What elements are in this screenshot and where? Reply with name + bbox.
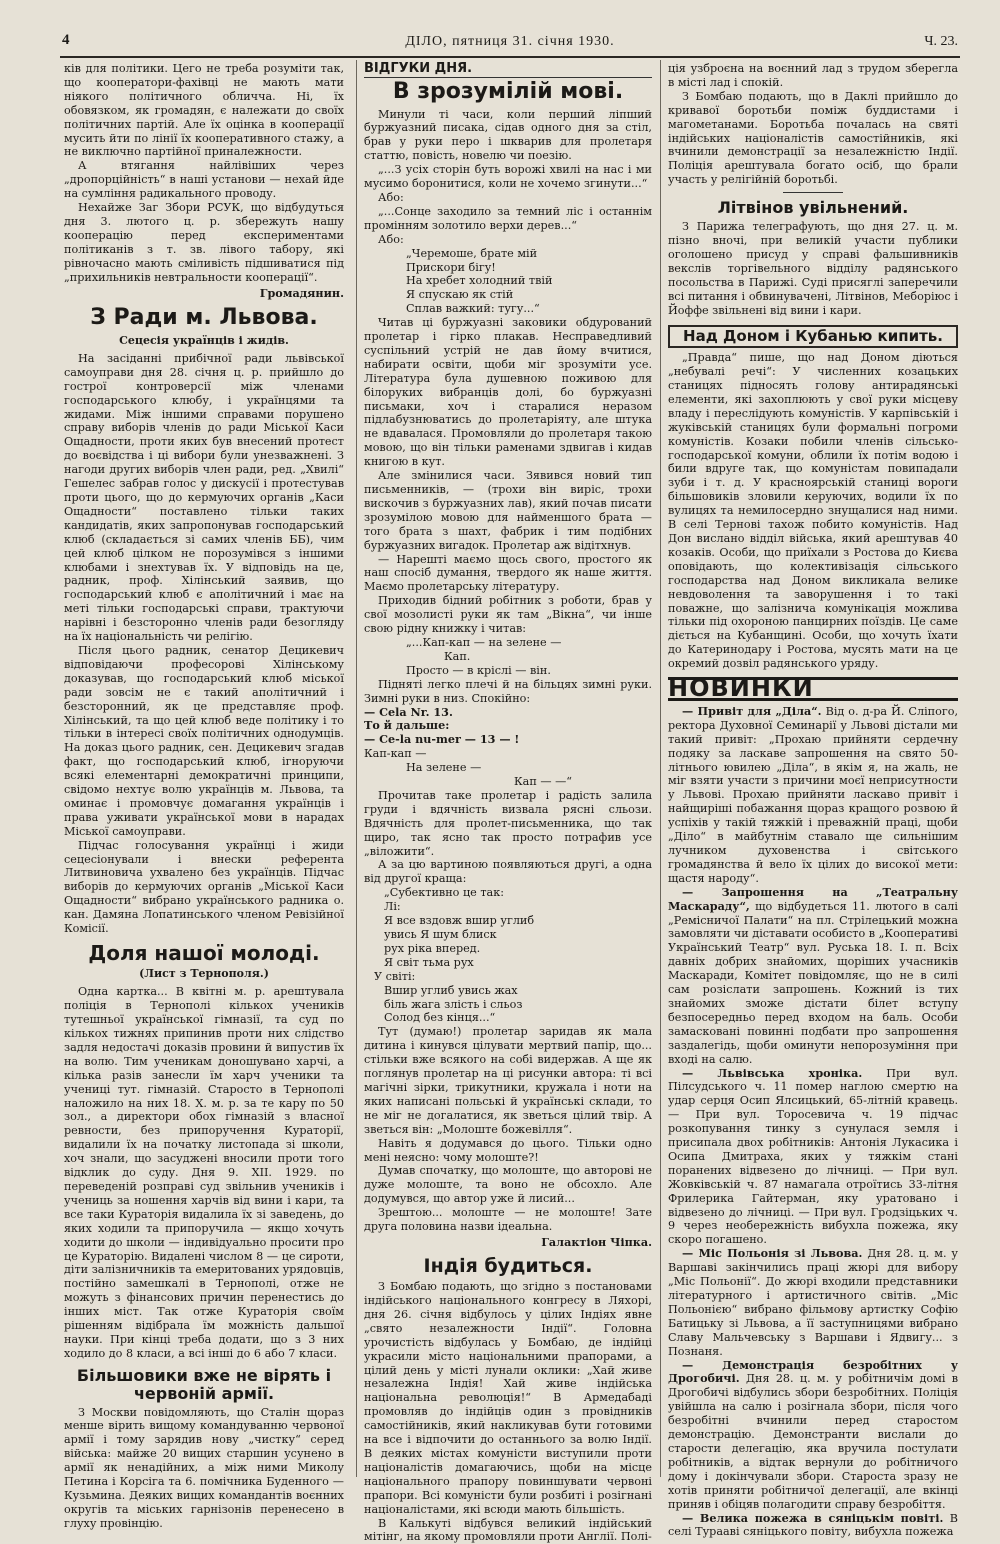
news-lead: — Демонстрація безробітних у Дрогобичі. (668, 1357, 958, 1386)
verse-line: увись Я шум блиск (384, 928, 497, 941)
article-paragraph: „...Сонце заходило за темний ліс і останнім промінням золотило верхи дерев...“ (364, 204, 652, 232)
verse-line: Кап. (444, 649, 471, 663)
news-lead: — Львівська хроніка. (682, 1065, 863, 1080)
article-paragraph: Або: (378, 190, 404, 204)
verse-line: Лі: (384, 900, 401, 914)
headline-youth-fate: Доля нашої молоді. (88, 941, 320, 965)
headline-don-kuban: Над Доном і Кубанью кипить. (668, 325, 958, 348)
news-text: Дня 28. ц. м. у Варшаві закінчились праці жюрі для вибору „Міс Польонії“. До жюрі входили представники літературного і артистичного світів. „Міс Польонією“ вибрано фільмову артистку Софію Батицьку зі Львова, а її заступницями вибрано Славу Мальчевську з Варшави і Ядвигу... з Познаня. (668, 1247, 959, 1358)
article-paragraph: А втягання найлівіших через „дропорційність“ в наші установи — нехай йде на сумління радикального проводу. (64, 159, 344, 201)
section-kicker: ВІДГУКИ ДНЯ. (364, 62, 652, 78)
headline-lviv-council: З Ради м. Львова. (90, 305, 318, 331)
article-paragraph: Після цього радник, сенатор Децикевич відповідаючи професорові Хілінському доказував, що господарський клюб міської ради зовсім не є такий аполітичний і безсторонний, як це представляє проф. Хілінський, та що цей клюб веде політику і то тільки в інтересі своїх політичних однодумців. На доказ цього радник, сен. Децикевич згадав факт, що господарський клюб, ігноруючи всякі елементарні демократичні принципи, свідомо нехтує волю українців м. Львова, та оминає і промовчує домагання українців і права уживати української мови в нарадах Міської самоуправи. (64, 643, 344, 838)
article-signature: Галактіон Чіпка. (541, 1234, 652, 1249)
article-paragraph: З Парижа телеграфують, що дня 27. ц. м. пізно вночі, при великій участи публики оголошено присуд у справі фальшивників векслів торгівельного відділу радянського посольства в Парижі. Суді присяглі заперечили всі питання і обвинувачені, Літвінов, Меборіюс і Йоффе звільнені від вини і кари. (668, 220, 958, 317)
verse-line: Сплав важкий: тугу...“ (406, 302, 540, 316)
news-lead: — Міс Польонія зі Львова. (682, 1246, 863, 1261)
verse-line: біль жага злість і сльоз (384, 997, 523, 1011)
news-text: Від о. д-ра Й. Сліпого, ректора Духовної Семинарії у Львові дістали ми такий привіт: „Прохаю прийняти сердечну подяку за ласкаве запрошення на свято 50-літнього ювилею „Діла“, в якім я, на жаль, не міг взяти участи з причини моєї неприсутности у Львові. Прохаю прийняти ласкаво привіт і найщиріші побажання щораз кращого розвою й успіхів у такій тяжкій і преважній праці, щоби „Діло“ в майбутнім ставало ще сильнішим лучником духовенства і світського громадянства й вело їх цілих до високої мети: щастя народу“. (668, 704, 958, 885)
verse-line: „...Кап-кап — на зелене — (406, 635, 562, 649)
subheadline: Сецесія українців і жидів. (119, 334, 289, 348)
headline-plain-language: В зрозумілій мові. (392, 78, 624, 104)
verse-line: Кап — —“ (514, 775, 572, 789)
article-paragraph: Прочитав таке пролетар і радість залила груди і вдячність визвала рясні сльози. Вдячність для пролет-письменника, що так щиро, так ясно так просто потрафив усе „віложити“. (364, 788, 652, 858)
article-paragraph: Підчас голосування українці і жиди сецесіонували і внески референта Литвиновича ухвалено без українців. Підчас виборів до кермуючих органів „Міської Каси Ощадности“ вибрано українського радника о. кан. Дамяна Лопатинського членом Ревізійної Комісії. (64, 838, 344, 936)
verse-line: Я спускаю як стій (406, 288, 514, 302)
verse-line: Просто — в кріслі — він. (406, 663, 551, 677)
article-paragraph: ків для політики. Цего не треба розуміти так, що кооператори-фахівці не мають мати ніякого політичного обличча. Ні, їх обовязком, як громадян, є належати до своїх політичних партій. Але їх оцінка в кооперації мусить йти по лінії їх кооперативного стажу, а не виключно партійної приналежности. (64, 62, 344, 159)
verse-line: Прискори бігу! (406, 260, 496, 274)
news-text: Дня 28. ц. м. у робітничім домі в Дрогобичі відбулись збори безробітних. Поліція увійшла на салю і розігнала збори, після чого безробітні вчинили перед старостом демонстрацію. Демонстранти вислали до старости делегацію, яка вручила постулати робітників, а відтак вернули до робітничого дому і докінчували збори. Староста зразу не хотів приняти робітничої делегації, але вкінці приняв і обіцяв полагодити справу безробіття. (668, 1372, 959, 1511)
article-paragraph: „...З усіх сторін буть ворожі хвилі на нас і ми мусимо боронитися, коли не хочемо згинути...“ (364, 163, 652, 191)
verse-line: Вшир углиб увись жах (384, 983, 518, 997)
article-signature: Громадянин. (259, 285, 344, 300)
article-paragraph: А за цю вартиною появляються другі, а одна від другої краща: (364, 858, 652, 886)
article-paragraph: — Нарешті маємо щось свого, простого як наш спосіб думання, твердого як наше життя. Маємо пролетарську літературу. (364, 552, 652, 594)
article-paragraph: Підняті легко плечі й на більцях зимні руки. Зимні руки в низ. Спокійно: (364, 677, 652, 705)
verse-line: Я все вздовж вшир углиб (384, 914, 535, 928)
column-2 (364, 61, 652, 1544)
article-paragraph: Зрештою... молоште — не молоште! Зате друга половина назви ідеальна. (364, 1206, 652, 1234)
article-paragraph: З Бомбаю подають, що згідно з постановами індійського національного конгресу в Ляхорі, дня 26. січня відбулось у цілих Індіях явне „свято незалежности Індії“. Головна урочистість відбулась у Бомбаю, де індійці украсили місто національними прапорами, а цілий день у місті лунали оклики: „Хай живе незалежна Індія! Хай живе індійська національна революція!“ В Армедабаді промовляв до індійців один з провідників самостійників, який накликував бути готовими на все і відпочити до останнього за волю Індії. В деяких містах комуністи виступили проти націоналістів домагаючись, щоби на місце національного прапору повиншувати червоні прапори. Всі комуністи були розбиті і розігнані націоналістами, які всюди мають більшість. (364, 1280, 652, 1516)
article-paragraph: З Москви повідомляють, що Сталін щораз менше вірить вищому командуванню червоної армії і тому зарядив нову „чистку“ серед війська: майже 20 вищих старшин усунено в армії як ненадійних, а між ними Миколу Петина і Корсіга та 6. помічника Буденного — Кузьмина. Деяких вищих командантів воєнних округів та міських гарнізонів перенесено в глуху провінцію. (64, 1405, 344, 1530)
section-header-news: НОВИНКИ (668, 677, 958, 701)
column-3 (668, 62, 959, 1539)
headline-india: Індія будиться. (423, 1254, 593, 1277)
verse-line: „Черемоше, брате мій (406, 246, 538, 260)
verse-line: Кап-кап — (364, 747, 427, 761)
paper-title-date: ДІЛО, пятниця 31. січня 1930. (405, 34, 615, 49)
article-paragraph: Одна картка... В квітні м. р. арештувала поліція в Тернополі кількох учеників тутешньої української гімназії, та суд по кількох тижнях припинив проти них слідство задля недостачі доказів провини й випустив їх на волю. Тим ученикам доношувано харчі, а кілька разів занесли їм харч ученики та учениці тут. гімназій. Старосто в Тернополі наложило на них 18. X. м. р. за те кару по 50 зол., а директори обох гімназій з власної ревности, без припоручення Кураторії, видалили їх на початку листопада зі школи, хоч знали, що засуджені вносили проти того відклик до суду. Дня 9. XII. 1929. по переведеній розправі суд звільнив учеників і учениць за ношення харчів від вини і кари, та все таки Кураторія видалила їх зі заведень, до яких ходили та припоручила — якщо хочуть ходити до школи — індивідуально просити про це Кураторію. Видалені числом 8 — це сироти, діти залізничників та емеритованих урядовців, постійно замешкалі в Тернополі, отже не можуть з фінансових причин перенестись до інших міст. Так отже Кураторія своїм рішенням відібрала їм можність дальшої науки. При кінці треба додати, що з 3 них ходило до 8 класи, а всі інші до 6 або 7 класи. (64, 985, 344, 1360)
article-paragraph: Або: (378, 232, 404, 246)
article-paragraph: В Калькуті відбувся великий індійський мітінг, на якому промовляли проти Англії. Полі- (364, 1516, 652, 1544)
verse-line: Я світ тьма рух (384, 955, 474, 969)
article-paragraph: Приходив бідний робітник з роботи, брав у свої мозолисті руки як там „Вікна“, чи інше свою рідну книжку і читав: (364, 594, 652, 636)
article-paragraph: Минули ті часи, коли перший ліпший буржуазний писака, сідав одного дня за стіл, брав у руки перо і шкварив для пролетаря статтю, повість, новелю чи поезію. (364, 107, 652, 163)
headline-bolsheviks: Більшовики вже не вірять і червоній армії. (76, 1365, 332, 1403)
verse-line: Солод без кінця...“ (384, 1011, 496, 1025)
article-paragraph: Тут (думаю!) пролетар заридав як мала дитина і кинувся цілувати мертвий папір, що... стільки вже всякого на собі видержав. А ще як поглянув пролетар на ці рисунки автора: ті всі магічні зірки, трикутники, кружала і ноти на яких написані польські й українські склади, то не міг не догалатися, як зветься цілий твір. А зветься він: „Молоште божевілля“. (364, 1025, 652, 1136)
news-text: При вул. Пілсудського ч. 11 помер наглою смертю на удар серця Осип Ялсицький, 65-літній кравець. — При вул. Торосевича ч. 19 підчас розкопування тинку з сунулася земля і присипала двох робітників: Антонія Лукасика і Осипа Дмитраха, яких у тяжкім стані поранених відвезено до лічниці. — При вул. Жовківській ч. 87 намагала отроїтись 33-літня Фрилерика Гайтерман, яку уратовано і відвезено до лічниці. — При вул. Гродзіцьких ч. 9 через необережність вибухла пожежа, яку скоро погашено. (668, 1066, 958, 1247)
article-paragraph: Але змінилися часи. Зявився новий тип письменників, — (трохи він виріс, трохи вискочив з буржуазних лав), який почав писати зрозумілою мовою для найменшого брата — того брата з шахт, фабрик і тим подібних буржуазних вигадок. Пролетар аж відітхнув. (364, 469, 652, 552)
verse-line: — Cela Nr. 13. (364, 704, 453, 719)
page-masthead (60, 30, 960, 58)
article-paragraph: Нехайже Заг Збори РСУК, що відбудуться дня 3. лютого ц. р. збережуть нашу кооперацію перед експериментами політиканів з т. зв. лівого табору, які рівночасно мають сміливість підшиватися під „прихильників невтральности кооперації“. (64, 201, 344, 284)
article-paragraph: Думав спочатку, що молоште, що авторові не дуже молоште, та воно не обсохло. Але додумувся, що автор уже й лисий... (364, 1164, 652, 1206)
column-1 (64, 62, 344, 1530)
verse-line: У світі: (374, 969, 416, 983)
article-paragraph: „Правда“ пише, що над Доном діються „небувалі речі“: У численних козацьких станицях підносять голову антирадянські елементи, які захоплюють у свої руки місцеву владу і переслідують комуністів. У карпівській і жуківській станицях були формальні погроми комуністів. Козаки побили членів сільсько-господарської комуни, облили їх потім водою і били вдруге так, що комуністам повипадали зуби і т. д. У красноярській станиці вороги більшовиків зловили керуючих, водили їх по вулицях та немилосердно знущалися над ними. В селі Тернові тахож побито комуністів. Над Дон вислано відділ війська, який арештував 40 козаків. Особи, що приїхали з Ростова до Києва оповідають, що колективізація сільського господарства над Доном викликала велике невдоволення та заворушення і то такі поважне, що залізнича комунікація можлива тільки під охороною панцирних поїздів. Це саме діється на Кубанщині. Особи, що хочуть їхати до Катеринодару і Ростова, мусять мати на це окремий дозвіл радянського уряду. (668, 351, 958, 671)
verse-line: „Субективно це так: (384, 886, 504, 900)
article-paragraph: Читав ці буржуазні заковики обдурований пролетар і гірко плакав. Несправедливий суспільний устрій не дав йому вчитися, набирати освіти, щоби міг зрозуміти усе. Література була душевною поживою для білоруких вибранців долі, бо буржуазні письмаки, хоч і старалися неразом підлабузнюватись до пролетаріяту, але штука не вдавалася. Промовляли до пролетаря такою мовою, що він тільки раменами здвигав і кидав книгою в кут. (364, 316, 652, 469)
article-paragraph: Навіть я додумався до цього. Тільки одно мені неясно: чому молоште?! (364, 1136, 652, 1164)
news-text: що відбудеться 11. лютого в салі „Ремісничої Палати“ на пл. Стрілецький можна замовляти чи діставати особисто в „Кооперативі Український Театр“ вул. Руська 18. I. п. Всіх давніх добрих знайомих, щоріших учасників Маскаради, Комітет повідомляє, що не в силі сам розіслати запрошень. Кожний із тих знайомих зможе дістати білет вступу безпосередньо перед входом на баль. Особи замасковані повинні подбати про запрошення заздалегідь, щоби оминути непорозуміння при вході на салю. (668, 899, 958, 1066)
verse-line: рух ріка вперед. (384, 941, 481, 955)
headline-litvinov: Літвінов увільнений. (717, 198, 909, 218)
page-number: 4 (62, 32, 70, 48)
column-divider (356, 60, 357, 1477)
news-lead: — Запрошення на „Театральну Маскараду“, (668, 884, 958, 913)
verse-line: То й дальше: (364, 718, 450, 733)
news-lead: — Привіт для „Діла“. (682, 703, 822, 718)
verse-line: — Ce-la nu-mer — 13 — ! (364, 732, 520, 747)
article-paragraph: ція узброєна на воєнний лад з трудом зберегла в місті лад і спокій. (668, 62, 958, 89)
news-lead: — Велика пожежа в сяніцькім повіті. (682, 1510, 944, 1525)
issue-number: Ч. 23. (924, 34, 958, 49)
column-divider (660, 60, 661, 1477)
verse-line: На хребет холодний твій (406, 274, 553, 288)
divider (783, 192, 843, 193)
article-paragraph: На засіданні прибічної ради львівської самоуправи дня 28. січня ц. р. прийшло до гострої контроверсії між членами господарського клюбу, і українцями та жидами. Між іншими справами порушено справу виборів членів до ради Міської Каси Ощадности, проти яких був внесений протест до воєвідства і ці вибори були унезважнені. З нагоди других виборів член ради, ред. „Хвилі“ Гешелес забрав голос у дискусії і протестував проти цього, що до кермуючих органів „Каси Ощадности“ поставлено тільки таких кандидатів, яких запропонував господарський клюб (складається зі самих членів ББ), чим цей клюб цілком не порозумівся з іншими клюбами і знехтував їх. У відповідь на це, радник, проф. Хілінський заявив, що господарський клюб є аполітичний і має на меті тільки господарські справи, трактуючи нарівні і безсторонно членів ради безогляду на їх національність чи релігію. (64, 351, 344, 644)
article-paragraph: З Бомбаю подають, що в Даклі прийшло до кривавої боротьби поміж буддистами і магометанами. Боротьба почалась на святі індійських націоналістів самостійників, які вчинили демонстрації за незалежністю Індії. Поліція арештувала богато осіб, що брали участь у релігійній боротьбі. (668, 89, 958, 187)
subheadline: (Лист з Тернополя.) (139, 967, 269, 981)
news-text: В селі Турааві сяніцького повіту, вибухла пожежа (668, 1511, 958, 1539)
verse-line: На зелене — (406, 761, 482, 775)
